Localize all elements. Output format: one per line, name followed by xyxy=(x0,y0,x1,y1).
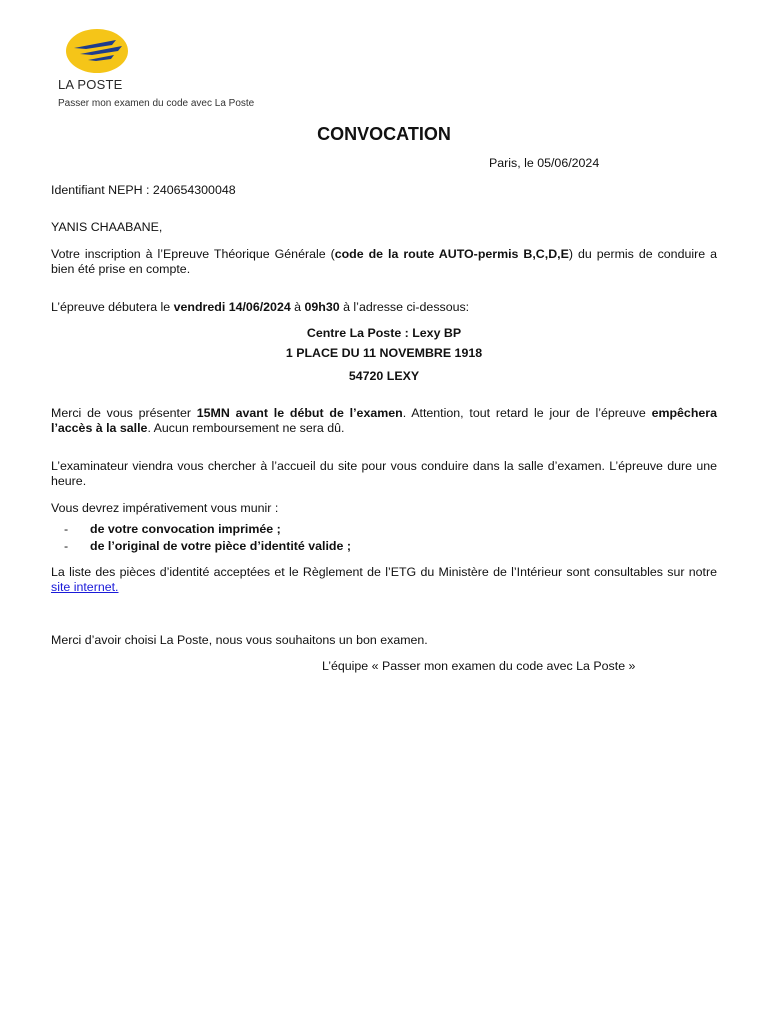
id-docs-paragraph xyxy=(51,565,717,595)
brand-name: LA POSTE xyxy=(58,77,123,92)
examiner-paragraph: L’examinateur viendra vous chercher à l’accueil du site pour vous conduire dans la salle d’examen. L’épreuve dure une heure. xyxy=(51,459,717,488)
bullet: - xyxy=(64,539,69,553)
recipient-name: YANIS CHAABANE, xyxy=(51,220,163,234)
exam-time: 09h30 xyxy=(304,300,340,314)
arrival-text-end: . Aucun remboursement ne sera dû. xyxy=(147,421,345,435)
access-denied-notice: empêchera l’accès à la salle xyxy=(51,406,717,435)
arrival-time-notice: 15MN avant le début de l’examen xyxy=(196,406,403,420)
id-docs-text: La liste des pièces d’identité acceptées et le Règlement de l’ETG du Ministère de l’Intérieur sont consultables sur notre xyxy=(51,565,717,579)
schedule-text: L’épreuve débutera le xyxy=(51,300,174,314)
bullet: - xyxy=(64,522,69,536)
address-center-name: Centre La Poste : Lexy BP xyxy=(306,326,462,340)
schedule-text-mid: à xyxy=(290,300,305,314)
website-link[interactable]: site internet. xyxy=(51,580,119,594)
exam-type: code de la route AUTO-permis B,C,D,E xyxy=(334,247,569,261)
list-item xyxy=(64,539,351,553)
inscription-text: Votre inscription à l’Epreuve Théorique Générale ( xyxy=(51,247,335,261)
la-poste-logo xyxy=(58,28,278,112)
neph-identifier: Identifiant NEPH : 240654300048 xyxy=(51,183,236,197)
address-city: 54720 LEXY xyxy=(348,369,420,383)
document-title: CONVOCATION xyxy=(317,124,451,144)
requirement-text: de votre convocation imprimée ; xyxy=(90,522,281,536)
requirements-intro: Vous devrez impérativement vous munir : xyxy=(51,501,279,515)
signature: L’équipe « Passer mon examen du code avec La Poste » xyxy=(322,659,636,673)
brand-tagline: Passer mon examen du code avec La Poste xyxy=(58,98,255,109)
arrival-text-mid: . Attention, tout retard le jour de l’épreuve xyxy=(402,406,652,420)
exam-date: vendredi 14/06/2024 xyxy=(173,300,291,314)
list-item xyxy=(64,522,281,536)
schedule-text-end: à l’adresse ci-dessous: xyxy=(339,300,470,314)
la-poste-bird-icon xyxy=(64,28,134,76)
schedule-paragraph xyxy=(51,300,717,315)
arrival-paragraph xyxy=(51,406,717,436)
inscription-paragraph xyxy=(51,247,717,277)
date-line: Paris, le 05/06/2024 xyxy=(489,156,600,170)
requirement-text: de l’original de votre pièce d’identité valide ; xyxy=(90,539,351,553)
closing-line: Merci d’avoir choisi La Poste, nous vous souhaitons un bon examen. xyxy=(51,633,428,647)
inscription-text-end: ) du permis de conduire a bien été prise en compte. xyxy=(51,247,717,276)
address-street: 1 PLACE DU 11 NOVEMBRE 1918 xyxy=(285,346,483,360)
arrival-text: Merci de vous présenter xyxy=(51,406,197,420)
